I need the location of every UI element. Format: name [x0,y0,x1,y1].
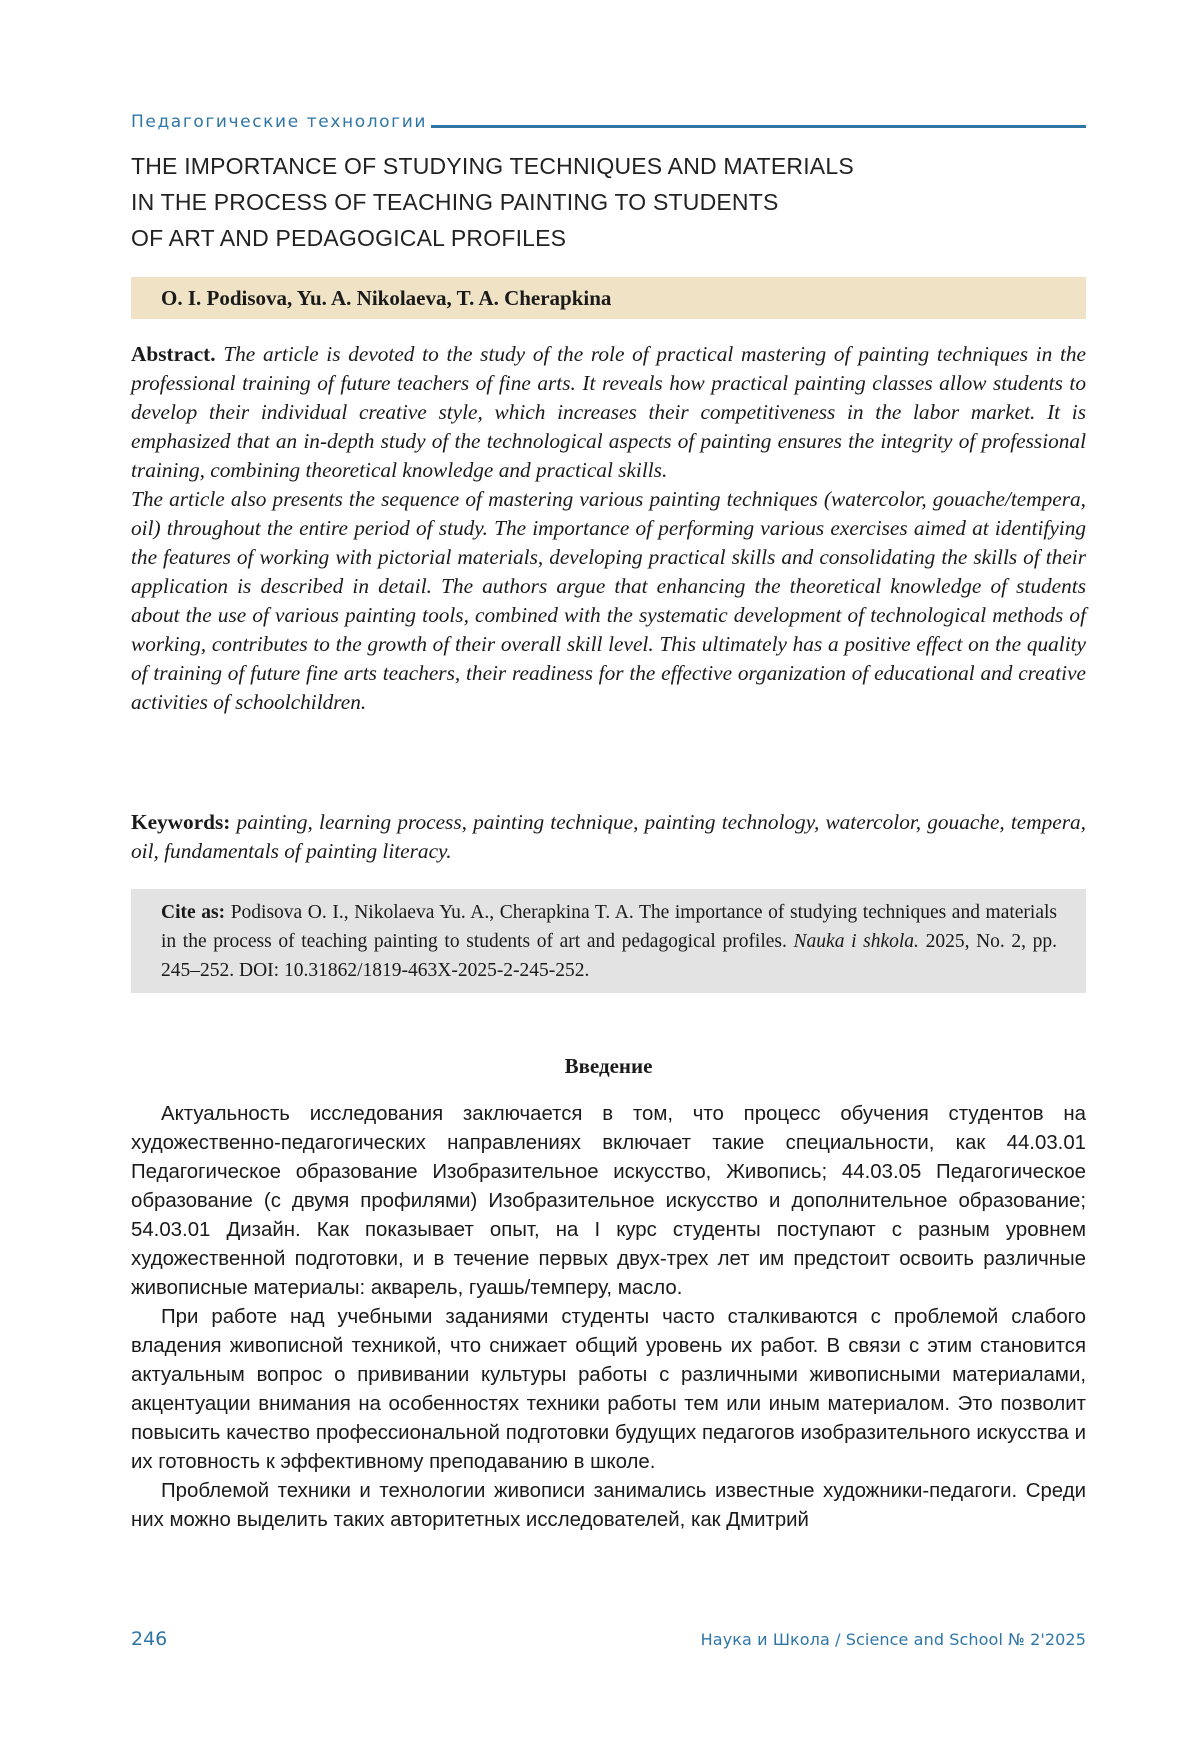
keywords-label: Keywords: [131,810,231,834]
running-header [131,104,1086,132]
abstract-text-2: The article also presents the sequence of mastering various painting techniques (watercolor, gouache/tempera, oil) throughout the entire period of study. The importance of performing various exercises aimed at identifying the features of working with pictorial materials, developing practical skills and consolidating the skills of their application is described in detail. The authors argue that enhancing the theoretical knowledge of students about the use of various painting tools, combined with the systematic development of technological methods of working, contributes to the growth of their overall skill level. This ultimately has a positive effect on the quality of training of future fine arts teachers, their readiness for the effective organization of educational and creative activities of schoolchildren. [131,487,1086,714]
body-paragraph: При работе над учебными заданиями студенты часто сталкиваются с проблемой слабого владения живописной техникой, что снижает общий уровень их работ. В связи с этим становится актуальным вопрос о прививании культуры работы с различными живописными материалами, акцентуации внимания на особенностях техники работы тем или иным материалом. Это позволит повысить качество профессиональной подготовки будущих педагогов изобразительного искусства и их готовность к эффективному преподаванию в школе. [131,1306,1086,1473]
authors-bar [131,277,1086,319]
abstract-text-1: The article is devoted to the study of the role of practical mastering of painting techniques in the professional training of future teachers of fine arts. It reveals how practical painting classes allow students to develop their individual creative style, which increases their competitiveness in the labor market. It is emphasized that an in-depth study of the technological aspects of painting ensures the integrity of professional training, combining theoretical knowledge and practical skills. [131,342,1087,482]
title-line-1: THE IMPORTANCE OF STUDYING TECHNIQUES AND MATERIALS [131,153,854,179]
article-title [131,148,1086,256]
cite-text: Podisova O. I., Nikolaeva Yu. A., Cherapkina T. A. The importance of studying techniques and materials in the process of teaching painting to students of art and pedagogical profiles. [161,902,1058,952]
cite-journal: Nauka i shkola. [793,931,919,952]
article-page [131,0,1086,1747]
journal-name: Наука и Школа / Science and School № 2'2025 [700,1630,1086,1649]
abstract-label: Abstract. [131,342,216,366]
body-text [131,1100,1086,1535]
citation [161,898,1057,985]
authors: O. I. Podisova, Yu. A. Nikolaeva, T. A. Cherapkina [161,286,612,310]
abstract [131,340,1086,717]
body-paragraph: Проблемой техники и технологии живописи занимались известные художники-педагоги. Среди них можно выделить таких авторитетных исследователей, как Дмитрий [131,1480,1086,1531]
header-rule [431,125,1086,128]
intro-heading: Введение [564,1054,653,1078]
page-number: 246 [131,1628,168,1650]
title-line-3: OF ART AND PEDAGOGICAL PROFILES [131,225,567,251]
body-paragraph: Актуальность исследования заключается в том, что процесс обучения студентов на художественно-педагогических направлениях включает такие специальности, как 44.03.01 Педагогическое образование Изобразительное искусство, Живопись; 44.03.05 Педагогическое образование (с двумя профилями) Изобразительное искусство и дополнительное образование; 54.03.01 Дизайн. Как показывает опыт, на I курс студенты поступают с разным уровнем художественной подготовки, и в течение первых двух-трех лет им предстоит освоить различные живописные материалы: акварель, гуашь/темперу, масло. [131,1103,1086,1299]
page-footer [131,1628,1086,1654]
section-label: Педагогические технологии [131,112,427,132]
cite-details: 2025, No. 2, pp. 245–252. DOI: 10.31862/1819-463X-2025-2-245-252. [161,931,1058,981]
cite-label: Cite as: [161,902,226,923]
abstract-paragraph-1 [131,340,1086,485]
keywords [131,808,1086,866]
abstract-paragraph-2 [131,485,1086,717]
cite-box [131,889,1086,993]
keywords-text: painting, learning process, painting technique, painting technology, watercolor, gouache, tempera, oil, fundamentals of painting literacy. [131,810,1087,863]
title-line-2: IN THE PROCESS OF TEACHING PAINTING TO STUDENTS [131,189,779,215]
